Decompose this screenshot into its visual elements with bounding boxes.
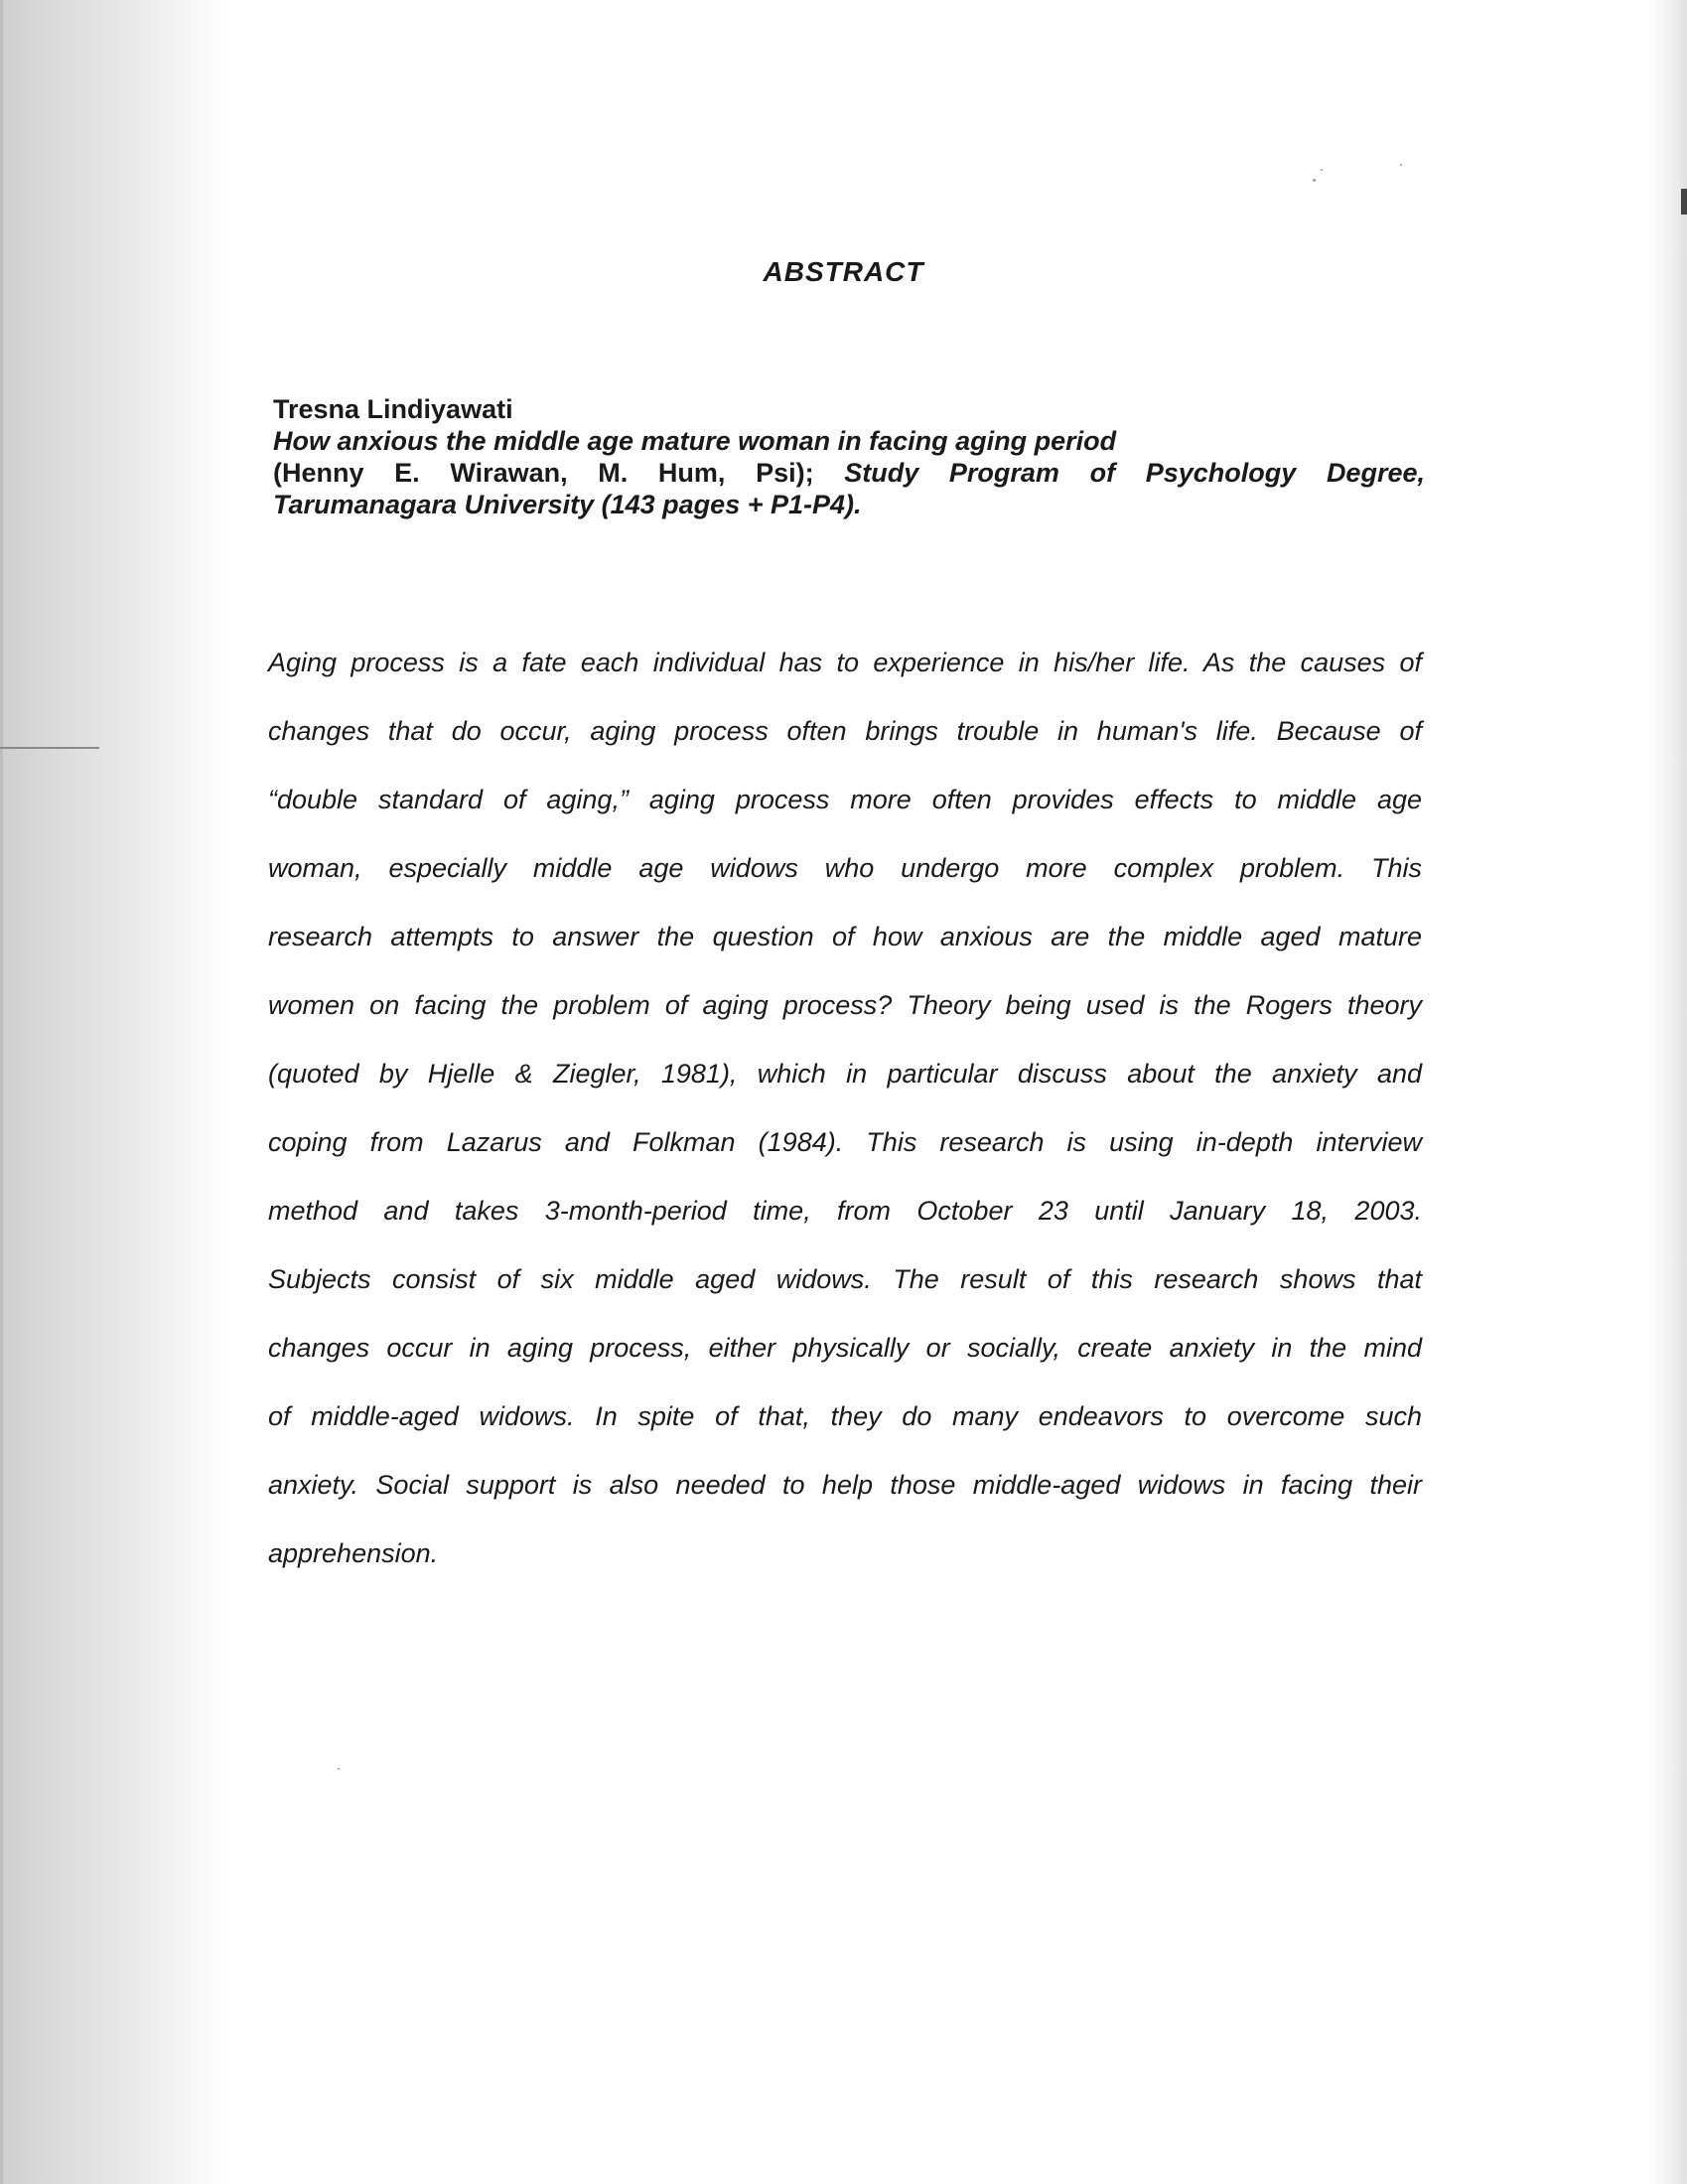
body-line: Aging process is a fate each individual has to experience in his/her life. As the causes of (268, 648, 1422, 677)
scan-speck (1321, 169, 1323, 171)
scan-left-shadow (0, 0, 228, 2184)
supervisor-program-line (273, 457, 1425, 489)
scan-right-shadow (1647, 0, 1687, 2184)
body-line: method and takes 3-month-period time, from October 23 until January 18, 2003. (268, 1196, 1422, 1226)
scan-edge-mark (0, 747, 99, 749)
body-line: anxiety. Social support is also needed to help those middle-aged widows in facing their (268, 1470, 1422, 1500)
body-line: coping from Lazarus and Folkman (1984). This research is using in-depth interview (268, 1127, 1422, 1157)
body-line: changes that do occur, aging process often brings trouble in human's life. Because of (268, 716, 1422, 746)
abstract-body (268, 629, 1422, 1588)
scan-left-edge (0, 0, 3, 2184)
scan-speck (338, 1768, 340, 1770)
study-program: Study Program of Psychology Degree, (844, 458, 1425, 488)
author-name: Tresna Lindiyawati (273, 394, 513, 424)
scan-right-mark (1681, 189, 1687, 215)
university-pages: Tarumanagara University (143 pages + P1-P4). (273, 490, 862, 519)
body-line: (quoted by Hjelle & Ziegler, 1981), which in particular discuss about the anxiety and (268, 1059, 1422, 1089)
body-line: of middle-aged widows. In spite of that, they do many endeavors to overcome such (268, 1401, 1422, 1431)
scan-speck (1400, 164, 1402, 166)
body-line: “double standard of aging,” aging process more often provides effects to middle age (268, 785, 1422, 814)
body-line: woman, especially middle age widows who undergo more complex problem. This (268, 853, 1422, 883)
body-line: research attempts to answer the question of how anxious are the middle aged mature (268, 922, 1422, 951)
body-line: changes occur in aging process, either physically or socially, create anxiety in the mind (268, 1333, 1422, 1363)
supervisor: (Henny E. Wirawan, M. Hum, Psi); (273, 458, 814, 488)
body-line: apprehension. (268, 1538, 439, 1568)
body-line: women on facing the problem of aging process? Theory being used is the Rogers theory (268, 990, 1422, 1020)
body-line: Subjects consist of six middle aged widows. The result of this research shows that (268, 1264, 1422, 1294)
thesis-title: How anxious the middle age mature woman in facing aging period (273, 426, 1117, 456)
scan-speck (1313, 179, 1316, 182)
thesis-metadata (273, 393, 1425, 520)
abstract-heading: ABSTRACT (763, 256, 924, 287)
